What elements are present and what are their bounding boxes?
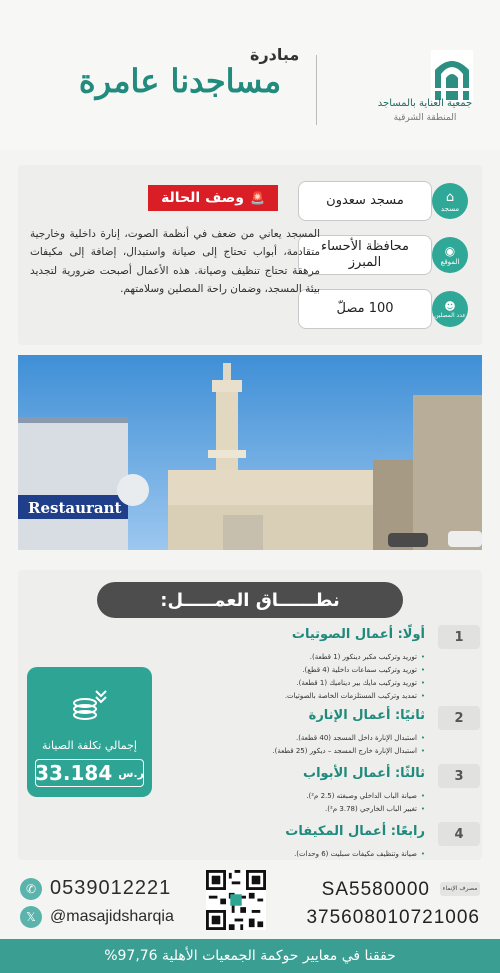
coins-icon (69, 685, 109, 725)
org-region: المنطقة الشرقية (393, 113, 457, 123)
worshippers-badge (432, 291, 468, 327)
social-contact[interactable] (20, 906, 174, 928)
whatsapp-icon: ✆ (20, 878, 42, 900)
list-item: • توريد وتركيب مايك بير ديناميك (1 قطعة). (190, 677, 425, 690)
social-handle[interactable]: @masajidsharqia (50, 908, 174, 925)
list-item: • استبدال الإنارة داخل المسجد (40 قطعة). (190, 732, 425, 745)
section-audio (180, 625, 480, 700)
cost-value: 33.184 ر.س (35, 761, 144, 785)
mosque-name-value: مسجد سعدون (298, 181, 432, 221)
section-title: ثانيًا: أعمال الإنارة (308, 708, 425, 723)
list-item: • تمديد وتركيب المستلزمات الخاصة بالصوتيات. (190, 690, 425, 703)
list-item: • توريد وتركيب مكبر دينكور (1 قطعة). (190, 651, 425, 664)
mosque-name-field (298, 181, 468, 221)
location-pin-icon: ◉ (444, 244, 456, 258)
governance-banner: حققنا في معايير حوكمة الجمعيات الأهلية 97,76% (0, 939, 500, 973)
list-item: • تغيير الباب الخارجي (3.78 م²). (190, 803, 425, 816)
section-items (190, 848, 425, 861)
qr-code[interactable] (206, 870, 266, 930)
header-divider (316, 55, 317, 125)
section-number: 1 (438, 625, 480, 649)
mosque-photo (18, 355, 482, 550)
section-lighting (180, 706, 480, 756)
campaign-title: مساجدنا عامرة (78, 62, 282, 100)
alarm-light-icon: 🚨 (250, 191, 265, 205)
mosque-name-label: مسجد (440, 204, 460, 213)
location-badge (432, 237, 468, 273)
mosque-name-badge (432, 183, 468, 219)
section-number: 4 (438, 822, 480, 846)
worshippers-label: عدد المصلين (434, 311, 466, 319)
iban-line-1[interactable]: SA5580000 (321, 879, 430, 900)
location-value: محافظة الأحساء المبرز (298, 235, 432, 275)
section-number: 3 (438, 764, 480, 788)
initiative-word: مبادرة (250, 45, 300, 64)
section-number: 2 (438, 706, 480, 730)
section-items (190, 732, 425, 758)
scope-title: نطــــــاق العمـــــل: (97, 582, 403, 618)
header (0, 0, 500, 150)
location-label: الموقع (440, 258, 460, 266)
cost-card (27, 667, 152, 797)
cost-label: إجمالي تكلفة الصيانة (42, 739, 137, 752)
list-item: • صيانة الباب الداخلي وصبغته (2.5 م²). (190, 790, 425, 803)
x-twitter-icon: 𝕏 (20, 906, 42, 928)
section-items (190, 651, 425, 703)
description-title: 🚨 وصف الحالة (148, 185, 278, 211)
section-title: أولًا: أعمال الصوتيات (291, 627, 425, 642)
worshippers-field (298, 289, 468, 329)
section-doors (180, 764, 480, 814)
iban-line-2[interactable]: 375608010721006 (306, 907, 480, 928)
phone-contact[interactable] (20, 877, 171, 900)
list-item: • صيانة وتنظيف مكيفات سبليت (6 وحدات). (190, 848, 425, 861)
section-title: ثالثًا: أعمال الأبواب (303, 766, 425, 781)
org-name: جمعية العناية بالمساجد (377, 98, 473, 109)
people-icon: ☻ (444, 299, 456, 313)
location-field (298, 235, 468, 275)
restaurant-sign: Restaurant (28, 499, 122, 517)
section-title: رابعًا: أعمال المكيفات (285, 824, 425, 839)
bank-logo: مصرف الإنماء (440, 882, 480, 896)
mosque-info-panel (18, 165, 482, 345)
description-body: المسجد يعاني من ضعف في أنظمة الصوت، إنارة داخلية وخارجية متقادمة، أبواب تحتاج إلى صيانة واستبدال، إضافة إلى مكيفات مرهقة تحتاج تنظيف وصيانة. هذه الأعمال أصبحت ضرورية لتجديد بيئة المسجد، وضمان راحة المصلين وسلامتهم. (30, 228, 320, 296)
worshippers-value: 100 مصلّ (298, 289, 432, 329)
section-items (190, 790, 425, 816)
dome-icon: ⌂ (445, 189, 455, 205)
phone-number[interactable]: 0539012221 (50, 877, 172, 899)
list-item: • توريد وتركيب سماعات داخلية (4 قطع). (190, 664, 425, 677)
list-item: • استبدال الإنارة خارج المسجد – ديكور (25 قطعة). (190, 745, 425, 758)
riyal-currency: ر.س (118, 766, 144, 780)
section-ac (180, 822, 480, 858)
mosque-arch-logo-icon (431, 50, 473, 102)
